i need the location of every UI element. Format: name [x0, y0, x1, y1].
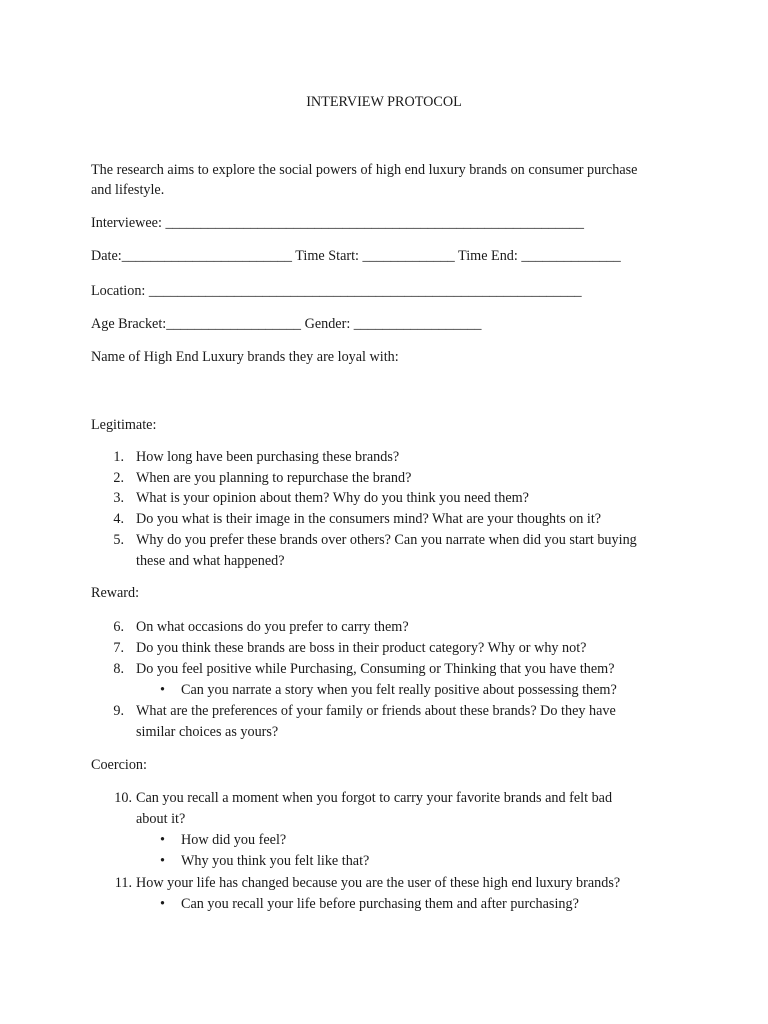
interviewee-field: Interviewee: ___________________________________________________________ [91, 215, 584, 231]
list-number: 3. [113, 490, 124, 506]
bullet-icon: • [160, 832, 165, 848]
list-item: What are the preferences of your family or friends about these brands? Do they have [136, 703, 616, 719]
sub-bullet-item: Why you think you felt like that? [181, 853, 370, 869]
section-heading-coercion: Coercion: [91, 757, 147, 773]
list-number: 1. [113, 449, 124, 465]
bullet-icon: • [160, 682, 165, 698]
list-number: 7. [113, 640, 124, 656]
sub-bullet-item: How did you feel? [181, 832, 287, 848]
list-item: When are you planning to repurchase the brand? [136, 470, 412, 486]
list-item: Do you feel positive while Purchasing, Consuming or Thinking that you have them? [136, 661, 615, 677]
list-item: Do you think these brands are boss in their product category? Why or why not? [136, 640, 587, 656]
list-number: 4. [113, 511, 124, 527]
list-number: 8. [113, 661, 124, 677]
list-item: Do you what is their image in the consumers mind? What are your thoughts on it? [136, 511, 602, 527]
date-time-field: Date:________________________ Time Start: _____________ Time End: ______________ [91, 248, 621, 264]
intro-line-2: and lifestyle. [91, 182, 165, 198]
list-item-continuation: about it? [136, 811, 186, 827]
section-heading-reward: Reward: [91, 585, 140, 601]
brands-loyal-field: Name of High End Luxury brands they are loyal with: [91, 349, 399, 365]
intro-line-1: The research aims to explore the social powers of high end luxury brands on consumer purchase [91, 162, 638, 178]
list-item: What is your opinion about them? Why do you think you need them? [136, 490, 529, 506]
list-item-continuation: these and what happened? [136, 553, 285, 569]
section-heading-legitimate: Legitimate: [91, 417, 157, 433]
list-item: How long have been purchasing these brands? [136, 449, 400, 465]
list-number: 9. [113, 703, 124, 719]
list-item: How your life has changed because you are the user of these high end luxury brands? [136, 875, 621, 891]
sub-bullet-item: Can you recall your life before purchasing them and after purchasing? [181, 896, 579, 912]
list-number: 5. [113, 532, 124, 548]
list-number: 6. [113, 619, 124, 635]
list-number: 10. [114, 790, 132, 806]
age-gender-field: Age Bracket:___________________ Gender: __________________ [91, 316, 482, 332]
page-title: INTERVIEW PROTOCOL [306, 94, 462, 110]
bullet-icon: • [160, 896, 165, 912]
list-item-continuation: similar choices as yours? [136, 724, 279, 740]
list-number: 11. [114, 875, 132, 891]
bullet-icon: • [160, 853, 165, 869]
list-item: On what occasions do you prefer to carry them? [136, 619, 409, 635]
list-item: Why do you prefer these brands over others? Can you narrate when did you start buying [136, 532, 637, 548]
list-item: Can you recall a moment when you forgot to carry your favorite brands and felt bad [136, 790, 613, 806]
sub-bullet-item: Can you narrate a story when you felt really positive about possessing them? [181, 682, 617, 698]
list-number: 2. [113, 470, 124, 486]
location-field: Location: _____________________________________________________________ [91, 283, 582, 299]
